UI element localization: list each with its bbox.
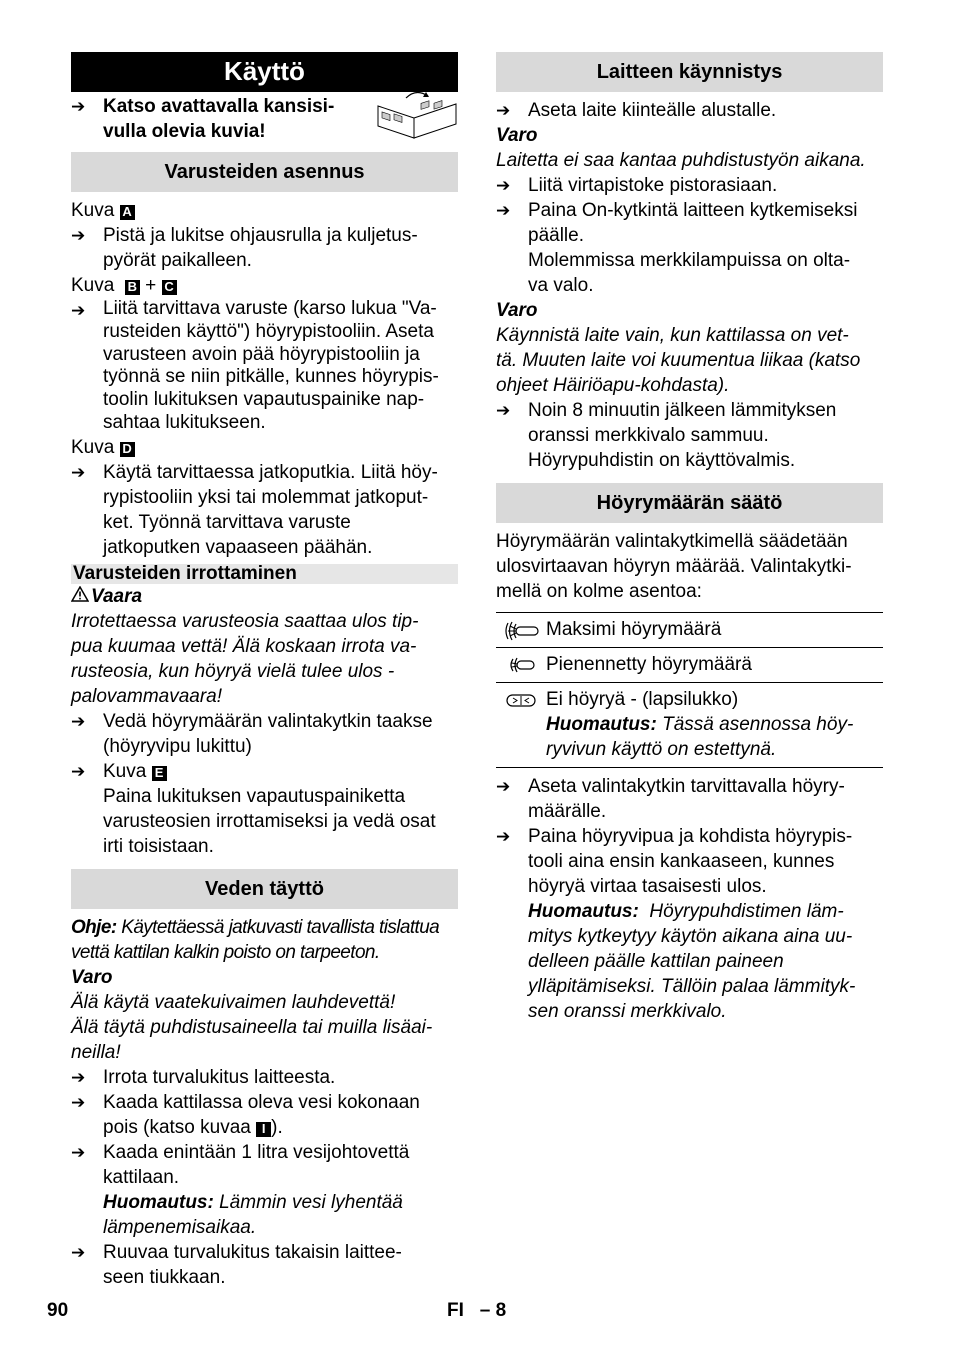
instruction-step	[71, 298, 458, 435]
figure-ref	[71, 198, 458, 223]
arrow-right-icon: ➔	[71, 226, 86, 245]
step-line: määrälle.	[528, 801, 607, 822]
setting-label: Pienennetty höyrymäärä	[546, 654, 752, 675]
step-line: seen tiukkaan.	[103, 1266, 226, 1288]
caution-text	[496, 323, 883, 398]
intro-line: ulosvirtaavan höyryn määrää. Valintakytki-	[496, 556, 852, 577]
arrow-right-icon: ➔	[71, 301, 86, 320]
step-line: Pistä ja lukitse ohjausrulla ja kuljetus-	[103, 225, 418, 246]
page-number: 90	[47, 1300, 69, 1321]
figure-label: Kuva	[71, 200, 115, 221]
caution-line: tä. Muuten laite voi kuumentua liikaa (katso	[496, 350, 861, 371]
step-line: Liitä tarvittava varuste (karso lukua "Va-	[103, 298, 437, 319]
instruction-step	[71, 1090, 458, 1140]
step-line: työnnä se niin pitkälle, kunnes höyrypis-	[103, 366, 439, 388]
step-line: Aseta laite kiinteälle alustalle.	[528, 100, 777, 121]
hint-line: vettä kattilan kalkin poisto on tarpeeton.	[71, 941, 380, 963]
figure-badge: C	[162, 280, 177, 295]
table-row	[496, 683, 883, 768]
figure-badge: B	[125, 280, 140, 295]
note-line: sen oranssi merkkivalo.	[528, 1001, 727, 1022]
steam-intro	[496, 529, 883, 604]
instruction-step	[71, 709, 458, 759]
step-line: Ruuvaa turvalukitus takaisin laittee-	[103, 1241, 402, 1263]
step-line: päälle.	[528, 225, 584, 246]
hint-paragraph	[71, 915, 458, 965]
instruction-step	[496, 173, 883, 198]
caution-line: Laitetta ei saa kantaa puhdistustyön aikana.	[496, 150, 866, 171]
step-line: va valo.	[528, 275, 594, 296]
arrow-right-icon: ➔	[71, 1092, 86, 1112]
step-line: Kaada enintään 1 litra vesijohtovettä	[103, 1141, 410, 1163]
section-heading: Varusteiden asennus	[71, 152, 458, 192]
step-line: rypistooliin yksi tai molemmat jatkoput-	[103, 486, 429, 508]
language-code: FI	[447, 1300, 464, 1321]
section-heading: Laitteen käynnistys	[496, 52, 883, 92]
warning-line: rusteosia, kun höyryä vielä tulee ulos -	[71, 660, 395, 682]
figure-badge: A	[120, 205, 135, 220]
step-line: Liitä virtapistoke pistorasiaan.	[528, 175, 778, 196]
step-line: Paina On-kytkintä laitteen kytkemiseksi	[528, 200, 858, 221]
intro-line: Höyrymäärän valintakytkimellä säädetään	[496, 531, 848, 552]
arrow-right-icon: ➔	[71, 97, 86, 116]
arrow-right-icon: ➔	[71, 761, 86, 781]
max-steam-icon	[496, 617, 546, 642]
note-line: Tässä asennossa höy-	[656, 714, 854, 735]
setting-label: Ei höyryä - (lapsilukko)	[546, 689, 739, 710]
arrow-right-icon: ➔	[71, 711, 86, 731]
setting-label: Maksimi höyrymäärä	[546, 619, 722, 640]
caution-title: Varo	[496, 300, 538, 321]
note-label: Huomautus:	[546, 714, 657, 735]
caution-line: Älä käytä vaatekuivaimen lauhdevettä!	[71, 991, 396, 1013]
intro-block	[71, 94, 458, 144]
note-line: lämpenemisaikaa.	[103, 1216, 257, 1238]
step-line: Vedä höyrymäärän valintakytkin taakse	[103, 710, 433, 732]
note-line: Lämmin vesi lyhentää	[213, 1191, 403, 1213]
instruction-step	[496, 824, 883, 1024]
step-line: toolin lukituksen vapautuspainike nap-	[103, 389, 425, 411]
step-line: oranssi merkkivalo sammuu.	[528, 425, 769, 446]
caution-line: neilla!	[71, 1041, 121, 1063]
steam-settings-table	[496, 612, 883, 768]
step-line: rusteiden käyttö") höyrypistooliin. Aseta	[103, 320, 434, 342]
step-line: varusteen avoin pää höyrypistooliin ja	[103, 343, 420, 365]
note-line: ryvivun käyttö on estettynä.	[546, 739, 777, 760]
hint-line: Käytettäessä jatkuvasti tavallista tislattua	[116, 916, 440, 938]
arrow-right-icon: ➔	[496, 176, 511, 195]
instruction-step	[71, 223, 458, 273]
section-heading: Veden täyttö	[71, 869, 458, 909]
caution-text	[71, 990, 458, 1065]
instruction-step	[496, 198, 883, 298]
footer-language	[447, 1298, 506, 1323]
no-steam-icon	[496, 687, 546, 762]
caution-line: Älä täytä puhdistusaineella tai muilla lisäai-	[71, 1016, 433, 1038]
instruction-step	[71, 460, 458, 560]
hint-label: Ohje:	[71, 916, 117, 938]
right-column	[496, 52, 883, 1024]
table-row	[496, 648, 883, 683]
section-page: – 8	[479, 1300, 507, 1321]
step-line: Käytä tarvittaessa jatkoputkia. Liitä höy-	[103, 461, 438, 483]
figure-ref	[71, 435, 458, 460]
caution-line: Käynnistä laite vain, kun kattilassa on vet-	[496, 325, 849, 346]
step-line: varusteosien irrottamiseksi ja vedä osat	[103, 810, 436, 832]
step-line: ket. Työnnä tarvittava varuste	[103, 511, 351, 533]
step-line: sahtaa lukitukseen.	[103, 411, 266, 433]
instruction-step	[496, 774, 883, 824]
reduced-steam-icon	[496, 652, 546, 677]
step-line: irti toisistaan.	[103, 835, 214, 857]
instruction-step	[496, 398, 883, 473]
arrow-right-icon: ➔	[71, 462, 86, 482]
intro-line: vulla olevia kuvia!	[103, 121, 266, 142]
step-line: Paina höyryvipua ja kohdista höyrypis-	[528, 826, 853, 847]
note-line: ylläpitämiseksi. Tällöin palaa lämmityk-	[528, 976, 856, 997]
note-line: Höyrypuhdistimen läm-	[638, 901, 844, 922]
caution-line: ohjeet Häiriöapu-kohdasta).	[496, 375, 730, 396]
figure-label: Kuva	[71, 275, 115, 296]
step-line: jatkoputken vapaaseen päähän.	[103, 536, 373, 558]
intro-line: Katso avattavalla kansisi-	[103, 96, 335, 117]
left-column	[71, 52, 458, 1290]
arrow-right-icon: ➔	[71, 1242, 86, 1262]
note-line: mitys kytkeytyy käytön aikana aina uu-	[528, 926, 853, 947]
arrow-right-icon: ➔	[496, 101, 511, 120]
instruction-step	[71, 759, 458, 859]
step-line: Aseta valintakytkin tarvittavalla höyry-	[528, 776, 845, 797]
step-line: höyryä virtaa tasaisesti ulos.	[528, 876, 767, 897]
caution-title: Varo	[71, 966, 113, 988]
arrow-right-icon: ➔	[71, 1067, 86, 1087]
table-row	[496, 613, 883, 648]
plus-sign: +	[145, 275, 157, 296]
step-line: (höyryvipu lukittu)	[103, 735, 252, 757]
page-title: Käyttö	[71, 52, 458, 92]
note-label: Huomautus:	[103, 1191, 214, 1213]
arrow-right-icon: ➔	[496, 401, 511, 420]
note-line: delleen päälle kattilan paineen	[528, 951, 784, 972]
instruction-step	[71, 1240, 458, 1290]
arrow-right-icon: ➔	[496, 777, 511, 796]
step-line: kattilaan.	[103, 1166, 180, 1188]
warning-line: pua kuumaa vettä! Älä koskaan irrota va-	[71, 635, 417, 657]
note-label: Huomautus:	[528, 901, 639, 922]
arrow-right-icon: ➔	[496, 827, 511, 846]
step-line: Molemmissa merkkilampuissa on olta-	[528, 250, 851, 271]
intro-line: mellä on kolme asentoa:	[496, 581, 702, 602]
figure-label: Kuva	[71, 436, 115, 458]
figure-ref	[71, 273, 458, 298]
warning-label: Vaara	[91, 585, 143, 607]
step-line: pyörät paikalleen.	[103, 250, 252, 271]
warning-text	[71, 609, 458, 709]
step-line: pois (katso kuvaa	[103, 1116, 257, 1138]
step-line: Irrota turvalukitus laitteesta.	[103, 1066, 336, 1088]
warning-line: palovammavaara!	[71, 685, 223, 707]
open-book-icon	[376, 88, 458, 140]
step-line: tooli aina ensin kankaaseen, kunnes	[528, 851, 835, 872]
instruction-step	[496, 98, 883, 123]
figure-badge: D	[120, 442, 135, 457]
subsection-heading: Varusteiden irrottaminen	[71, 564, 458, 584]
step-line: Noin 8 minuutin jälkeen lämmityksen	[528, 400, 837, 421]
instruction-step	[71, 1065, 458, 1090]
warning-triangle-icon	[71, 584, 91, 609]
warning-title	[71, 584, 458, 609]
step-line: Höyrypuhdistin on käyttövalmis.	[528, 450, 796, 471]
warning-line: Irrotettaessa varusteosia saattaa ulos tip-	[71, 610, 419, 632]
step-line: Paina lukituksen vapautuspainiketta	[103, 785, 406, 807]
instruction-step	[71, 1140, 458, 1240]
step-line: ).	[271, 1116, 283, 1138]
section-heading: Höyrymäärän säätö	[496, 483, 883, 523]
step-line: Kaada kattilassa oleva vesi kokonaan	[103, 1091, 420, 1113]
figure-badge: I	[256, 1122, 271, 1137]
caution-title: Varo	[496, 125, 538, 146]
arrow-right-icon: ➔	[71, 1142, 86, 1162]
arrow-right-icon: ➔	[496, 201, 511, 220]
figure-label: Kuva	[103, 760, 147, 782]
figure-badge: E	[152, 766, 167, 781]
